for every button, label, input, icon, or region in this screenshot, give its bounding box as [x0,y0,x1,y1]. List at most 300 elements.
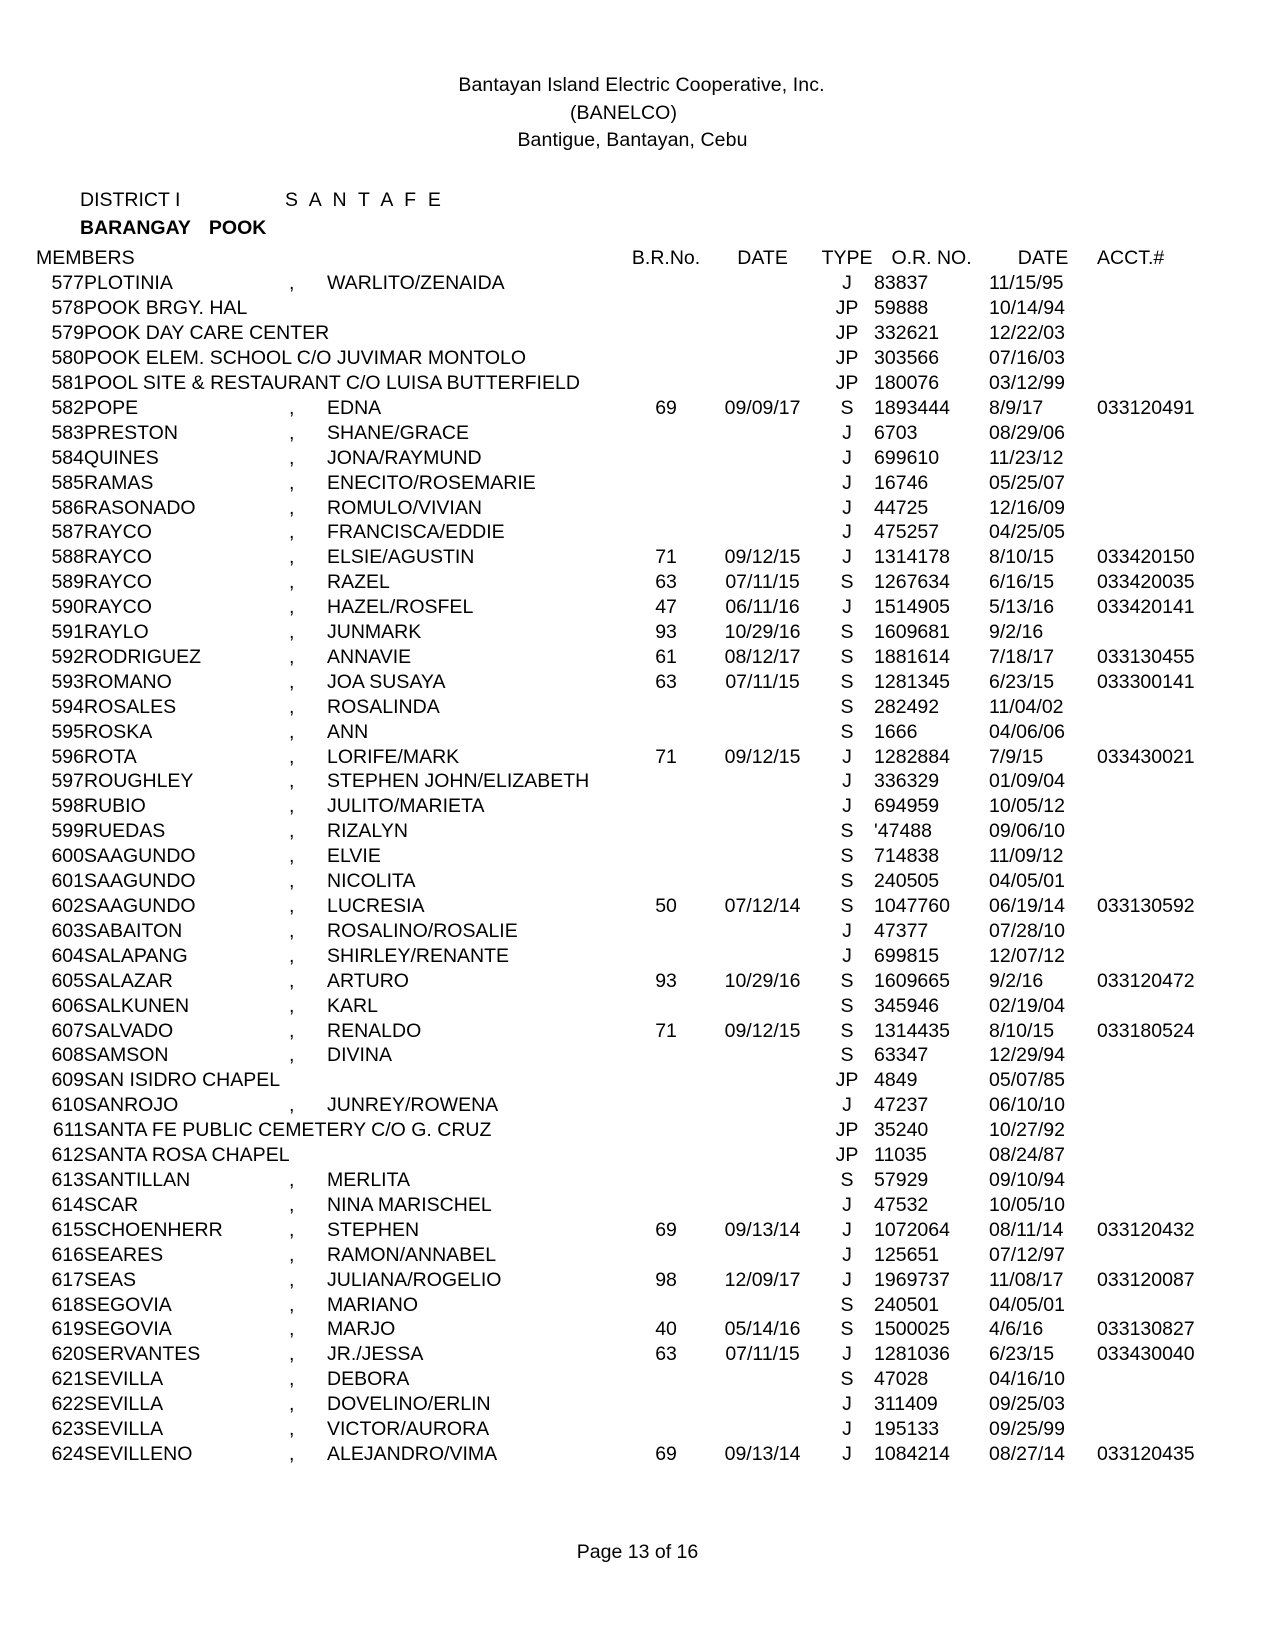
or-number: 44725 [874,496,929,519]
br-number: 69 [655,1442,677,1465]
br-date [705,1168,820,1193]
row-number: 586 [51,496,84,519]
or-date: 04/16/10 [989,1368,1065,1391]
or-number: 57929 [874,1168,929,1191]
br-date [705,296,820,321]
br-date: 09/09/17 [724,396,801,419]
br-date [705,919,820,944]
or-number: 475257 [874,521,940,544]
account-number [1097,819,1222,844]
row-number: 615 [51,1218,84,1241]
br-date [705,1367,820,1392]
br-number [627,919,705,944]
br-date [705,496,820,521]
or-date: 04/25/05 [989,521,1065,544]
row-number: 577 [51,272,84,295]
name-separator: , [289,994,295,1017]
table-row [36,769,1222,794]
account-number [1097,346,1222,371]
member-name: SANTA ROSA CHAPEL [84,1144,290,1167]
row-number: 609 [51,1069,84,1092]
account-number [1097,1118,1222,1143]
row-number: 620 [51,1343,84,1366]
member-last-name: RAYCO [84,571,152,594]
name-separator: , [289,770,295,793]
member-name: POOK ELEM. SCHOOL C/O JUVIMAR MONTOLO [84,347,527,370]
account-number [1097,769,1222,794]
br-date [705,869,820,894]
row-number: 582 [51,396,84,419]
or-number: 1514905 [874,596,950,619]
br-date [705,1193,820,1218]
or-date: 04/06/06 [989,720,1065,743]
member-first-name: SHANE/GRACE [327,421,469,444]
name-separator: , [289,521,295,544]
membership-type: S [840,1044,854,1067]
table-row [36,1392,1222,1417]
or-number: 6703 [874,421,918,444]
or-date: 06/10/10 [989,1094,1065,1117]
or-number: 714838 [874,845,940,868]
table-row [36,1417,1222,1442]
membership-type: S [840,670,854,693]
row-number: 611 [52,1119,84,1142]
or-date: 03/12/99 [989,371,1065,394]
br-number [627,1293,705,1318]
membership-type: J [842,944,852,967]
account-number [1097,446,1222,471]
or-number: 1609665 [874,969,950,992]
table-row [36,720,1222,745]
table-row [36,471,1222,496]
membership-type: S [840,1318,854,1341]
name-separator: , [289,621,295,644]
br-number: 40 [655,1318,677,1341]
account-number [1097,520,1222,545]
member-name: POOK BRGY. HAL [84,297,248,320]
account-number [1097,1168,1222,1193]
account-number [1097,919,1222,944]
row-number: 589 [51,571,84,594]
br-date: 09/12/15 [724,546,801,569]
table-row [36,1143,1222,1168]
br-number: 69 [655,396,677,419]
br-date [705,994,820,1019]
member-first-name: MERLITA [327,1168,411,1191]
member-last-name: RAYCO [84,596,152,619]
or-date: 8/10/15 [989,1019,1055,1042]
member-last-name: SCHOENHERR [84,1218,223,1241]
membership-type: J [842,546,852,569]
membership-type: J [842,770,852,793]
account-number [1097,1367,1222,1392]
membership-type: S [840,845,854,868]
account-number: 033120432 [1097,1218,1195,1241]
member-last-name: SEARES [84,1243,164,1266]
member-last-name: SANTILLAN [84,1168,191,1191]
member-first-name: JULITO/MARIETA [327,795,485,818]
row-number: 616 [51,1243,84,1266]
name-separator: , [289,421,295,444]
row-number: 617 [51,1268,84,1291]
membership-type: S [840,1293,854,1316]
or-number: 1084214 [874,1442,950,1465]
table-row [36,1293,1222,1318]
account-number [1097,994,1222,1019]
br-date [705,769,820,794]
member-name: POOL SITE & RESTAURANT C/O LUISA BUTTERFIELD [84,371,580,394]
page-footer: Page 13 of 16 [576,1541,699,1563]
member-last-name: RAYCO [84,546,152,569]
membership-type: S [840,870,854,893]
membership-type: S [840,571,854,594]
or-date: 7/9/15 [989,745,1044,768]
table-row [36,520,1222,545]
or-number: 1609681 [874,621,950,644]
member-first-name: VICTOR/AURORA [327,1418,490,1441]
or-number: 1893444 [874,396,950,419]
member-last-name: SCAR [84,1193,139,1216]
or-date: 10/05/12 [989,795,1065,818]
or-date: 10/14/94 [989,297,1065,320]
br-date [705,421,820,446]
membership-type: S [840,1019,854,1042]
or-date: 08/27/14 [989,1442,1065,1465]
member-last-name: SAAGUNDO [84,870,196,893]
table-row [36,745,1222,770]
member-first-name: STEPHEN [327,1218,420,1241]
member-first-name: JOA SUSAYA [327,670,446,693]
or-number: 332621 [874,322,940,345]
member-last-name: ROSALES [84,695,177,718]
table-row [36,371,1222,396]
membership-type: S [840,1168,854,1191]
membership-type: S [840,820,854,843]
or-number: 1314435 [874,1019,950,1042]
br-number [627,695,705,720]
br-date: 12/09/17 [724,1268,801,1291]
member-last-name: SEAS [84,1268,137,1291]
table-row [36,271,1222,296]
or-date: 04/05/01 [989,1293,1065,1316]
row-number: 605 [51,969,84,992]
membership-type: JP [835,322,859,345]
or-number: 11035 [874,1144,927,1167]
account-number [1097,496,1222,521]
member-first-name: LORIFE/MARK [327,745,460,768]
membership-type: S [840,969,854,992]
or-number: 1047760 [874,895,950,917]
row-number: 603 [51,919,84,942]
or-number: 694959 [874,795,940,818]
name-separator: , [289,1343,295,1366]
table-row [36,994,1222,1019]
or-number: 83837 [874,272,929,295]
or-number: 345946 [874,994,940,1017]
column-header-br-date: DATE [737,247,788,270]
account-number [1097,271,1222,296]
account-number [1097,844,1222,869]
br-number: 63 [655,1343,677,1366]
membership-type: J [842,272,852,295]
member-name: POOK DAY CARE CENTER [84,322,330,345]
br-date: 07/11/15 [725,571,800,594]
row-number: 592 [51,645,84,668]
or-number: 699815 [874,944,940,967]
table-row [36,620,1222,645]
or-number: 240501 [874,1293,940,1316]
member-first-name: KARL [327,994,378,1017]
or-date: 05/25/07 [989,471,1065,494]
or-date: 6/16/15 [989,571,1055,594]
membership-type: S [840,396,854,419]
row-number: 584 [51,446,84,469]
name-separator: , [289,1418,295,1441]
member-last-name: SAMSON [84,1044,169,1067]
br-date: 06/11/16 [725,596,800,619]
name-separator: , [289,845,295,868]
member-last-name: PRESTON [84,421,178,444]
member-last-name: ROMANO [84,670,172,693]
or-number: 59888 [874,297,929,320]
br-number [627,520,705,545]
cooperative-acronym: (BANELCO) [569,101,678,124]
membership-type: J [842,1418,852,1441]
br-number: 71 [655,546,677,569]
or-date: 4/6/16 [989,1318,1044,1341]
br-date [705,371,820,396]
name-separator: , [289,1268,295,1291]
name-separator: , [289,1019,295,1042]
table-row [36,1019,1222,1044]
membership-type: J [842,1343,852,1366]
br-number: 61 [655,645,677,668]
account-number [1097,1392,1222,1417]
membership-type: J [842,446,852,469]
br-number [627,346,705,371]
table-row [36,595,1222,620]
row-number: 612 [51,1144,84,1167]
account-number: 033430021 [1097,745,1195,768]
member-first-name: DOVELINO/ERLIN [327,1393,491,1416]
member-last-name: SALAPANG [84,944,188,967]
or-date: 8/9/17 [989,396,1044,419]
row-number: 583 [51,421,84,444]
br-number [627,769,705,794]
row-number: 579 [51,322,84,345]
row-number: 588 [51,546,84,569]
municipality-label: S A N T A F E [285,189,445,212]
membership-type: S [840,994,854,1017]
cooperative-name: Bantayan Island Electric Cooperative, Inc. [458,74,825,96]
br-date [705,446,820,471]
br-date [705,819,820,844]
member-last-name: ROSKA [84,720,153,743]
membership-type: J [842,1094,852,1117]
member-first-name: WARLITO/ZENAIDA [327,272,505,295]
br-date: 05/14/16 [724,1318,801,1341]
table-row [36,1268,1222,1293]
member-first-name: ARTURO [327,969,409,992]
row-number: 590 [51,596,84,619]
br-number [627,496,705,521]
account-number [1097,371,1222,396]
or-number: 1666 [874,720,918,743]
row-number: 594 [51,695,84,718]
name-separator: , [289,1044,295,1067]
account-number: 033420150 [1097,546,1195,569]
row-number: 581 [51,371,84,394]
account-number: 033300141 [1097,670,1195,693]
br-number [627,471,705,496]
br-number: 98 [655,1268,677,1291]
or-date: 07/16/03 [989,347,1065,370]
account-number [1097,421,1222,446]
or-date: 08/24/87 [989,1144,1065,1167]
membership-type: JP [835,1144,859,1167]
br-number: 50 [655,895,677,917]
br-date: 09/12/15 [724,1019,801,1042]
name-separator: , [289,645,295,668]
barangay-label: BARANGAY [80,216,191,239]
member-first-name: MARJO [327,1318,396,1341]
or-date: 07/28/10 [989,919,1065,942]
or-date: 01/09/04 [989,770,1065,793]
br-number [627,1068,705,1093]
account-number [1097,1243,1222,1268]
or-date: 10/05/10 [989,1193,1065,1216]
membership-type: S [840,895,854,917]
table-row [36,545,1222,570]
or-number: 1500025 [874,1318,950,1341]
member-first-name: ROSALINO/ROSALIE [327,919,518,942]
br-date [705,1243,820,1268]
br-number [627,720,705,745]
br-date: 09/13/14 [724,1442,801,1465]
row-number: 623 [51,1418,84,1441]
or-number: 47377 [874,919,929,942]
membership-type: JP [835,297,859,320]
br-number [627,994,705,1019]
membership-type: J [842,471,852,494]
member-last-name: SABAITON [84,919,183,942]
row-number: 606 [51,994,84,1017]
membership-type: J [842,745,852,768]
row-number: 621 [51,1368,84,1391]
or-date: 12/22/03 [989,322,1065,345]
member-last-name: SEVILLENO [84,1442,193,1465]
name-separator: , [289,1393,295,1416]
row-number: 598 [51,795,84,818]
name-separator: , [289,1094,295,1117]
account-number: 033180524 [1097,1019,1195,1042]
br-date [705,321,820,346]
membership-type: J [842,1193,852,1216]
member-first-name: ANNAVIE [327,645,412,668]
table-row [36,1218,1222,1243]
br-date: 07/11/15 [725,670,800,693]
br-date [705,520,820,545]
membership-type: J [842,795,852,818]
account-number [1097,695,1222,720]
account-number [1097,1043,1222,1068]
row-number: 607 [51,1019,84,1042]
row-number: 585 [51,471,84,494]
table-header [36,246,1222,271]
row-number: 608 [51,1044,84,1067]
membership-type: J [842,596,852,619]
br-date: 08/12/17 [724,645,801,668]
member-first-name: RAZEL [327,571,390,594]
or-date: 09/25/03 [989,1393,1065,1416]
member-first-name: NICOLITA [327,870,416,893]
member-first-name: EDNA [327,396,382,419]
or-number: 1314178 [874,546,950,569]
or-date: 02/19/04 [989,994,1065,1017]
account-number: 033120472 [1097,969,1195,992]
br-date [705,271,820,296]
membership-type: J [842,1243,852,1266]
or-number: 47237 [874,1094,929,1117]
member-first-name: JONA/RAYMUND [327,446,482,469]
member-last-name: RASONADO [84,496,196,519]
membership-type: J [842,1442,852,1465]
table-body [36,271,1222,1467]
member-first-name: ROSALINDA [327,695,440,718]
member-first-name: FRANCISCA/EDDIE [327,521,505,544]
row-number: 610 [51,1094,84,1117]
member-first-name: SHIRLEY/RENANTE [327,944,510,967]
name-separator: , [289,870,295,893]
or-number: 180076 [874,371,940,394]
row-number: 601 [51,870,84,893]
or-number: 699610 [874,446,940,469]
or-date: 9/2/16 [989,969,1044,992]
header-row [36,246,1222,271]
or-date: 06/19/14 [989,895,1065,917]
row-number: 597 [51,770,84,793]
or-date: 6/23/15 [989,1343,1055,1366]
table-row [36,969,1222,994]
table-row [36,844,1222,869]
br-date [705,695,820,720]
or-number: 16746 [874,471,929,494]
table-row [36,346,1222,371]
br-date [705,794,820,819]
table-row [36,1442,1222,1467]
or-date: 08/11/14 [989,1218,1064,1241]
member-first-name: JR./JESSA [327,1343,424,1366]
member-first-name: JUNMARK [327,621,422,644]
row-number: 624 [51,1442,84,1465]
br-date [705,1043,820,1068]
name-separator: , [289,795,295,818]
or-date: 11/23/12 [989,446,1064,469]
name-separator: , [289,596,295,619]
br-date [705,944,820,969]
or-date: 12/16/09 [989,496,1065,519]
member-first-name: RIZALYN [327,820,408,843]
br-number: 71 [655,745,677,768]
name-separator: , [289,1243,295,1266]
name-separator: , [289,1318,295,1341]
or-date: 6/23/15 [989,670,1055,693]
or-date: 09/06/10 [989,820,1065,843]
membership-type: S [840,621,854,644]
br-number [627,1392,705,1417]
member-last-name: QUINES [84,446,159,469]
table-row [36,1317,1222,1342]
